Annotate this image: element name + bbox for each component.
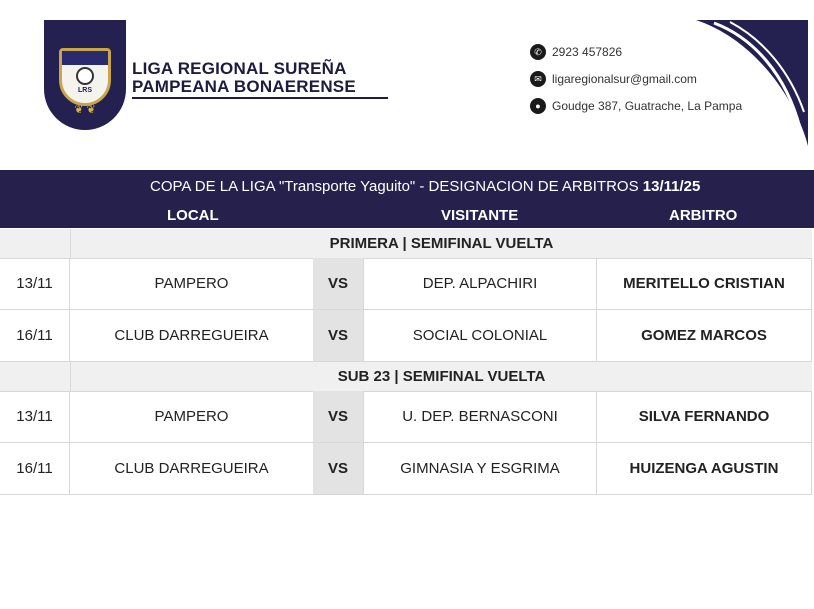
table-row [0,391,812,443]
col-header-visitante: VISITANTE [441,207,519,224]
visiting-team: SOCIAL COLONIAL [363,310,597,361]
title-date: 13/11/25 [642,178,701,195]
phone-text: 2923 457826 [552,45,623,59]
logo-shield [59,48,111,106]
location-pin-icon: ● [530,98,546,114]
match-date: 13/11 [0,258,70,309]
section-label: SUB 23 | SEMIFINAL VUELTA [70,362,812,391]
referee: HUIZENGA AGUSTIN [597,443,812,494]
local-team: PAMPERO [154,408,229,425]
mail-icon: ✉ [530,71,546,87]
referee: MERITELLO CRISTIAN [597,258,812,309]
match-date: 13/11 [0,391,70,442]
vs-label: VS [313,443,363,494]
visiting-team: GIMNASIA Y ESGRIMA [363,443,597,494]
org-name-line1: LIGA REGIONAL SUREÑA [132,59,347,78]
designation-header [0,170,814,228]
corner-swoosh-decoration [696,20,808,146]
table-row [0,443,812,495]
table-row [0,310,812,362]
local-team: CLUB DARREGUEIRA [114,327,269,344]
vs-label: VS [313,391,363,442]
col-header-local: LOCAL [167,207,219,224]
contact-email [530,71,697,87]
vs-label: VS [313,310,363,361]
visiting-team: U. DEP. BERNASCONI [363,391,597,442]
local-team: CLUB DARREGUEIRA [114,460,269,477]
phone-icon: ✆ [530,44,546,60]
vs-label: VS [313,258,363,309]
email-text: ligaregionalsur@gmail.com [552,72,697,86]
referee: SILVA FERNANDO [597,391,812,442]
section-header-primera [0,229,812,259]
visiting-team: DEP. ALPACHIRI [363,258,597,309]
league-logo [44,20,126,130]
match-date: 16/11 [0,443,70,494]
section-header-sub23 [0,362,812,392]
section-label: PRIMERA | SEMIFINAL VUELTA [70,229,812,258]
org-name-underline [132,97,388,99]
org-name [132,60,356,96]
table-row [0,258,812,310]
title-text: COPA DE LA LIGA "Transporte Yaguito" - DESIGNACION DE ARBITROS [150,178,639,195]
address-text: Goudge 387, Guatrache, La Pampa [552,99,743,113]
designation-title [150,178,700,195]
org-name-line2: PAMPEANA BONAERENSE [132,77,356,96]
logo-initials: LRS [78,87,92,94]
col-header-arbitro: ARBITRO [669,207,738,224]
local-team: PAMPERO [154,275,229,292]
match-date: 16/11 [0,310,70,361]
contact-phone [530,44,622,60]
referee: GOMEZ MARCOS [597,310,812,361]
laurel-icon: ❦ ❦ [74,104,96,116]
soccer-ball-icon [76,67,94,85]
